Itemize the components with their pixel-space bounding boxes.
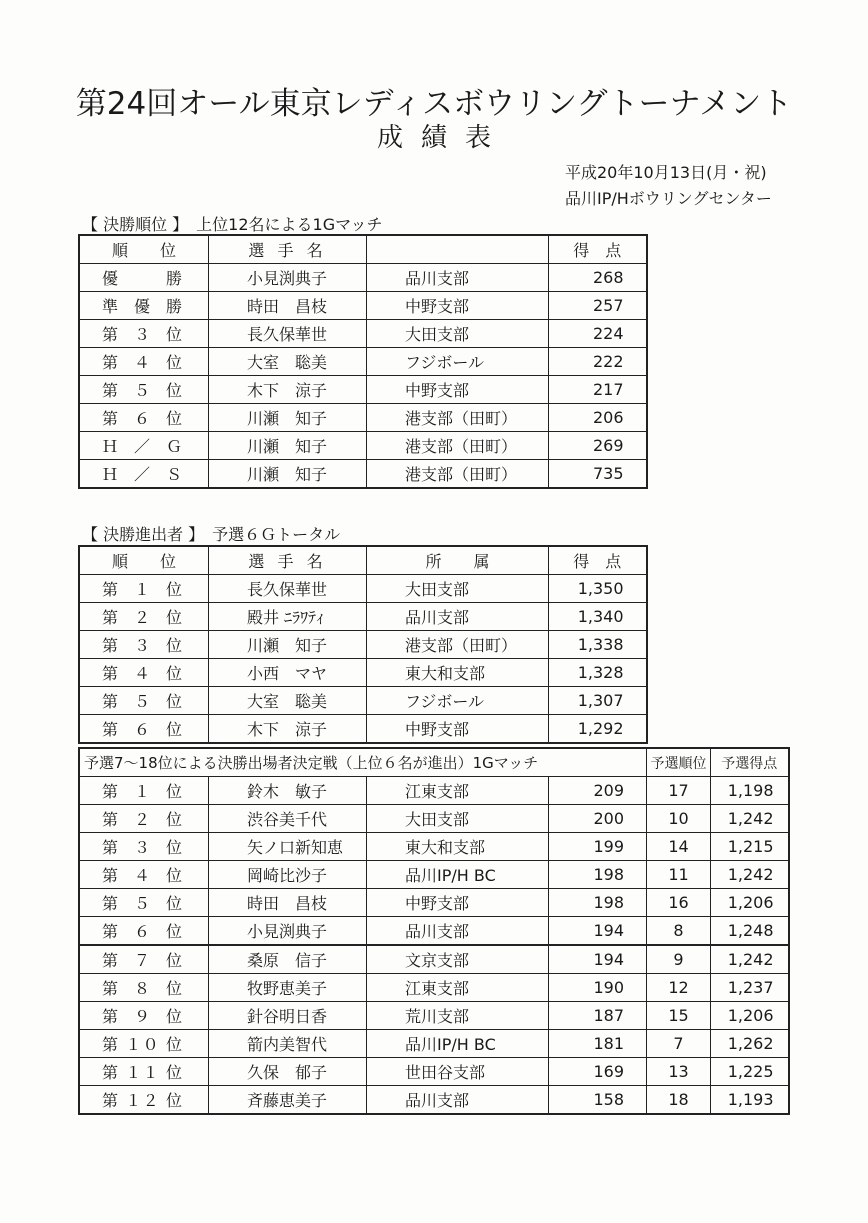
prelim-rank-cell: 10 xyxy=(647,805,711,833)
prelim-score-cell: 1,242 xyxy=(711,945,789,974)
rank-cell: 第 ６ 位 xyxy=(79,917,209,946)
player-name-cell: 長久保華世 xyxy=(209,320,367,348)
prelim-rank-cell: 9 xyxy=(647,945,711,974)
affiliation-cell: 中野支部 xyxy=(367,376,549,404)
table-header-row xyxy=(79,235,647,264)
table-row xyxy=(79,348,647,376)
affiliation-cell: 江東支部 xyxy=(367,777,549,805)
table-row xyxy=(79,1002,789,1030)
rank-cell: 準 優 勝 xyxy=(79,292,209,320)
player-name-cell: 木下 涼子 xyxy=(209,715,367,744)
prelim-rank-cell: 15 xyxy=(647,1002,711,1030)
affiliation-cell: 品川IP/H BC xyxy=(367,1030,549,1058)
table-row xyxy=(79,805,789,833)
score-cell: 217 xyxy=(549,376,647,404)
prelim-rank-cell: 11 xyxy=(647,861,711,889)
rank-cell: 第 ３ 位 xyxy=(79,320,209,348)
table-row xyxy=(79,1030,789,1058)
score-cell: 735 xyxy=(549,460,647,489)
prelim-rank-cell: 8 xyxy=(647,917,711,946)
table-row xyxy=(79,687,647,715)
affiliation-cell: フジボール xyxy=(367,687,549,715)
table-row xyxy=(79,889,789,917)
table-row xyxy=(79,603,647,631)
player-name-cell: 川瀬 知子 xyxy=(209,631,367,659)
affiliation-cell: 大田支部 xyxy=(367,320,549,348)
player-name-cell: 時田 昌枝 xyxy=(209,889,367,917)
prelim-rank-cell: 7 xyxy=(647,1030,711,1058)
player-name-cell: 殿井 ﾆﾗﾜﾃｨ xyxy=(209,603,367,631)
rank-cell: 第 ８ 位 xyxy=(79,974,209,1002)
table-row xyxy=(79,659,647,687)
affiliation-cell: 大田支部 xyxy=(367,575,549,603)
prelim-rank-cell: 14 xyxy=(647,833,711,861)
player-name-cell: 久保 郁子 xyxy=(209,1058,367,1086)
final-results-table xyxy=(78,234,648,489)
score-cell: 269 xyxy=(549,432,647,460)
prelim-score-cell: 1,242 xyxy=(711,805,789,833)
player-name-cell: 桑原 信子 xyxy=(209,945,367,974)
score-cell: 187 xyxy=(549,1002,647,1030)
rank-cell: 第 １０ 位 xyxy=(79,1030,209,1058)
prelim-score-cell: 1,215 xyxy=(711,833,789,861)
player-header: 選 手 名 xyxy=(209,235,367,264)
affiliation-cell: 東大和支部 xyxy=(367,833,549,861)
score-cell: 199 xyxy=(549,833,647,861)
affiliation-cell: 中野支部 xyxy=(367,292,549,320)
score-cell: 222 xyxy=(549,348,647,376)
rank-cell: 第 ５ 位 xyxy=(79,687,209,715)
rank-cell: 第 １ 位 xyxy=(79,575,209,603)
score-cell: 206 xyxy=(549,404,647,432)
player-header: 選 手 名 xyxy=(209,546,367,575)
prelim-score-cell: 1,248 xyxy=(711,917,789,946)
page-subtitle: 成績表 xyxy=(376,123,509,153)
rank-cell: 第 ６ 位 xyxy=(79,404,209,432)
player-name-cell: 大室 聡美 xyxy=(209,687,367,715)
score-cell: 1,350 xyxy=(549,575,647,603)
rank-cell: 第 ３ 位 xyxy=(79,631,209,659)
prelim-score-cell: 1,206 xyxy=(711,1002,789,1030)
score-cell: 1,340 xyxy=(549,603,647,631)
affiliation-cell: 中野支部 xyxy=(367,889,549,917)
score-cell: 158 xyxy=(549,1086,647,1115)
affiliation-cell: 品川支部 xyxy=(367,264,549,292)
rank-cell: 第 １ 位 xyxy=(79,777,209,805)
table-row xyxy=(79,460,647,489)
player-name-cell: 大室 聡美 xyxy=(209,348,367,376)
affiliation-header: 所 属 xyxy=(367,546,549,575)
player-name-cell: 小見渕典子 xyxy=(209,917,367,946)
prelim-rank-cell: 17 xyxy=(647,777,711,805)
table-row xyxy=(79,264,647,292)
score-cell: 169 xyxy=(549,1058,647,1086)
prelim-rank-cell: 13 xyxy=(647,1058,711,1086)
playoff-caption: 予選7～18位による決勝出場者決定戦（上位６名が進出）1Gマッチ xyxy=(79,748,647,777)
table-row xyxy=(79,974,789,1002)
score-header: 得 点 xyxy=(549,235,647,264)
rank-cell: 第 １２ 位 xyxy=(79,1086,209,1115)
score-cell: 198 xyxy=(549,889,647,917)
score-cell: 198 xyxy=(549,861,647,889)
score-cell: 268 xyxy=(549,264,647,292)
player-name-cell: 斉藤恵美子 xyxy=(209,1086,367,1115)
table-row xyxy=(79,1058,789,1086)
prelim-rank-cell: 18 xyxy=(647,1086,711,1115)
table-row xyxy=(79,1086,789,1115)
player-name-cell: 時田 昌枝 xyxy=(209,292,367,320)
table-row xyxy=(79,945,789,974)
rank-cell: 第 ２ 位 xyxy=(79,603,209,631)
player-name-cell: 矢ノ口新知恵 xyxy=(209,833,367,861)
score-cell: 190 xyxy=(549,974,647,1002)
score-cell: 1,328 xyxy=(549,659,647,687)
rank-cell: 第 ４ 位 xyxy=(79,348,209,376)
table-row xyxy=(79,320,647,348)
rank-cell: 第 ４ 位 xyxy=(79,659,209,687)
score-cell: 194 xyxy=(549,945,647,974)
table-row xyxy=(79,292,647,320)
affiliation-cell: 品川支部 xyxy=(367,603,549,631)
prelim-score-cell: 1,198 xyxy=(711,777,789,805)
rank-cell: 第 ６ 位 xyxy=(79,715,209,744)
rank-cell: 第 １１ 位 xyxy=(79,1058,209,1086)
rank-cell: 第 ９ 位 xyxy=(79,1002,209,1030)
affiliation-cell: 中野支部 xyxy=(367,715,549,744)
event-venue: 品川IP/Hボウリングセンター xyxy=(565,189,772,208)
score-cell: 200 xyxy=(549,805,647,833)
table-row xyxy=(79,631,647,659)
prelim-rank-cell: 12 xyxy=(647,974,711,1002)
score-header: 得 点 xyxy=(549,546,647,575)
rank-cell: 第 ４ 位 xyxy=(79,861,209,889)
table-row xyxy=(79,861,789,889)
score-cell: 257 xyxy=(549,292,647,320)
prelim-score-cell: 1,206 xyxy=(711,889,789,917)
table-row xyxy=(79,432,647,460)
player-name-cell: 長久保華世 xyxy=(209,575,367,603)
playoff-table xyxy=(78,747,790,1115)
prelim-score-cell: 1,237 xyxy=(711,974,789,1002)
prelim-rank-cell: 16 xyxy=(647,889,711,917)
player-name-cell: 岡崎比沙子 xyxy=(209,861,367,889)
score-cell: 1,292 xyxy=(549,715,647,744)
rank-cell: 第 ７ 位 xyxy=(79,945,209,974)
affiliation-cell: フジボール xyxy=(367,348,549,376)
player-name-cell: 針谷明日香 xyxy=(209,1002,367,1030)
player-name-cell: 渋谷美千代 xyxy=(209,805,367,833)
affiliation-cell: 品川支部 xyxy=(367,917,549,946)
affiliation-cell: 品川IP/H BC xyxy=(367,861,549,889)
table-header-row xyxy=(79,748,789,777)
rank-cell: 第 ５ 位 xyxy=(79,376,209,404)
affiliation-cell: 大田支部 xyxy=(367,805,549,833)
event-date: 平成20年10月13日(月・祝) xyxy=(565,163,767,182)
rank-cell: 優 勝 xyxy=(79,264,209,292)
prelim-score-cell: 1,193 xyxy=(711,1086,789,1115)
affiliation-cell: 港支部（田町） xyxy=(367,404,549,432)
rank-cell: 第 ３ 位 xyxy=(79,833,209,861)
table-row xyxy=(79,575,647,603)
table-row xyxy=(79,376,647,404)
score-cell: 209 xyxy=(549,777,647,805)
score-cell: 194 xyxy=(549,917,647,946)
player-name-cell: 木下 涼子 xyxy=(209,376,367,404)
prelim-score-header: 予選得点 xyxy=(711,748,789,777)
affiliation-cell: 文京支部 xyxy=(367,945,549,974)
affiliation-cell: 荒川支部 xyxy=(367,1002,549,1030)
player-name-cell: 川瀬 知子 xyxy=(209,432,367,460)
table-row xyxy=(79,404,647,432)
prelim-rank-header: 予選順位 xyxy=(647,748,711,777)
prelim-score-cell: 1,262 xyxy=(711,1030,789,1058)
affiliation-cell: 港支部（田町） xyxy=(367,631,549,659)
affiliation-cell: 東大和支部 xyxy=(367,659,549,687)
player-name-cell: 川瀬 知子 xyxy=(209,460,367,489)
qualifiers-section-label: 【 決勝進出者 】 予選６Ｇトータル xyxy=(82,525,341,544)
affiliation-cell: 品川支部 xyxy=(367,1086,549,1115)
affiliation-header xyxy=(367,235,549,264)
player-name-cell: 牧野恵美子 xyxy=(209,974,367,1002)
score-cell: 1,338 xyxy=(549,631,647,659)
rank-cell: Ｈ ／ Ｓ xyxy=(79,460,209,489)
page-title: 第24回オール東京レディスボウリングトーナメント xyxy=(75,86,793,122)
qualifiers-table xyxy=(78,545,648,744)
affiliation-cell: 世田谷支部 xyxy=(367,1058,549,1086)
score-cell: 181 xyxy=(549,1030,647,1058)
player-name-cell: 鈴木 敏子 xyxy=(209,777,367,805)
score-cell: 224 xyxy=(549,320,647,348)
affiliation-cell: 江東支部 xyxy=(367,974,549,1002)
player-name-cell: 川瀬 知子 xyxy=(209,404,367,432)
rank-cell: 第 ５ 位 xyxy=(79,889,209,917)
final-section-label: 【 決勝順位 】 上位12名による1Gマッチ xyxy=(82,215,383,234)
rank-cell: Ｈ ／ Ｇ xyxy=(79,432,209,460)
table-row xyxy=(79,777,789,805)
rank-header: 順 位 xyxy=(79,235,209,264)
table-row xyxy=(79,833,789,861)
affiliation-cell: 港支部（田町） xyxy=(367,460,549,489)
prelim-score-cell: 1,225 xyxy=(711,1058,789,1086)
prelim-score-cell: 1,242 xyxy=(711,861,789,889)
table-row xyxy=(79,917,789,946)
player-name-cell: 小見渕典子 xyxy=(209,264,367,292)
score-cell: 1,307 xyxy=(549,687,647,715)
rank-cell: 第 ２ 位 xyxy=(79,805,209,833)
table-header-row xyxy=(79,546,647,575)
affiliation-cell: 港支部（田町） xyxy=(367,432,549,460)
player-name-cell: 箭内美智代 xyxy=(209,1030,367,1058)
table-row xyxy=(79,715,647,744)
rank-header: 順 位 xyxy=(79,546,209,575)
player-name-cell: 小西 マヤ xyxy=(209,659,367,687)
